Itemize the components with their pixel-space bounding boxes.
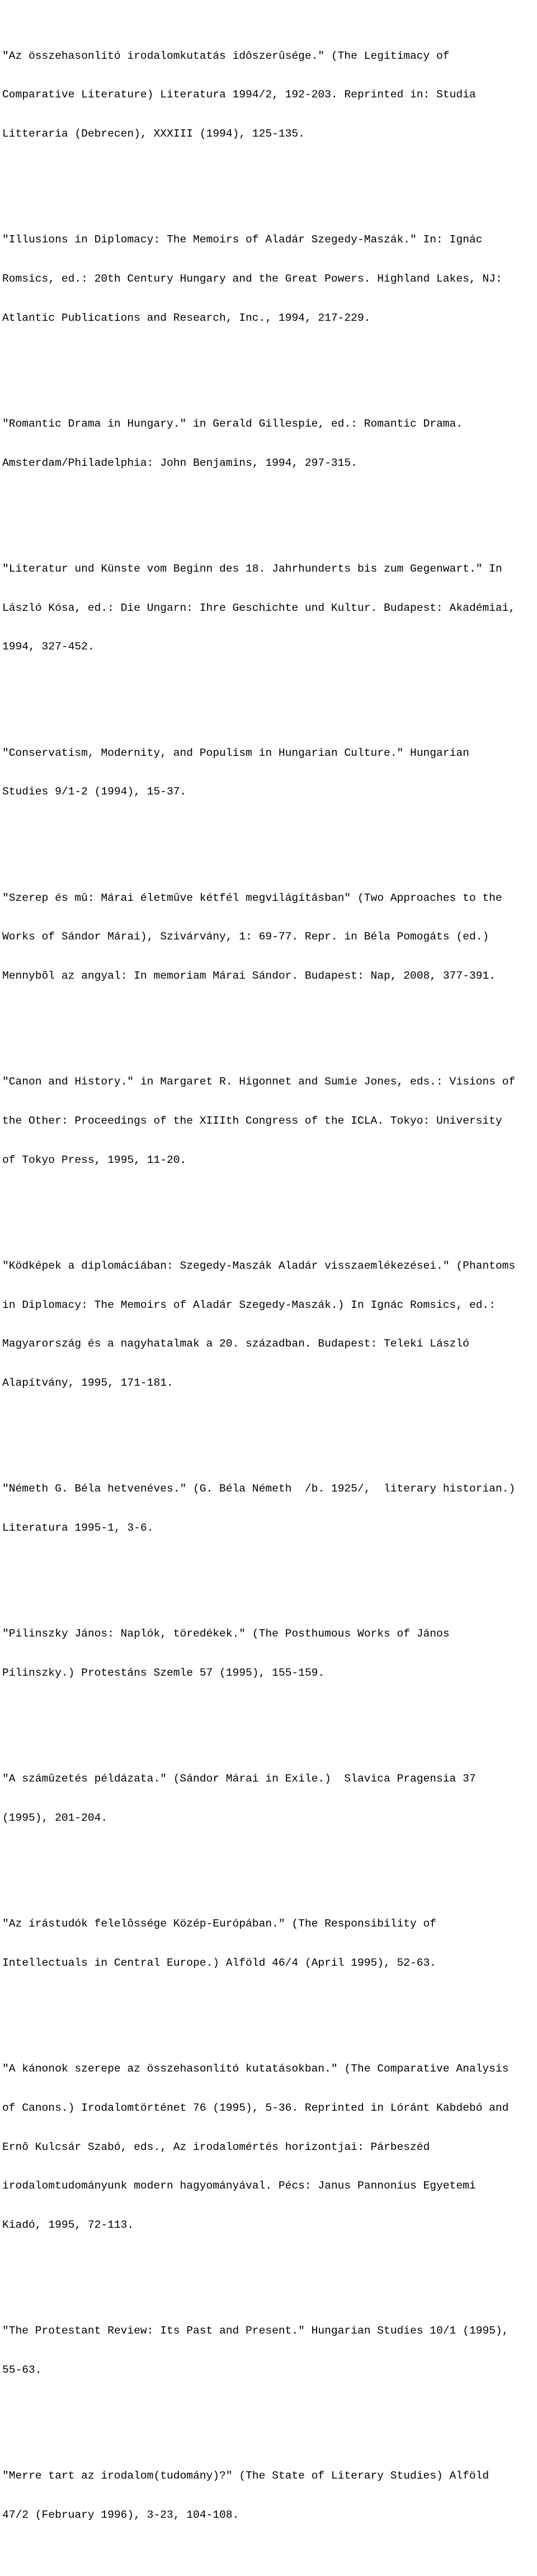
entry-line: irodalomtudományunk modern hagyományával. Pécs: Janus Pannonius Egyetemi xyxy=(2,2180,476,2192)
entry-line: "Canon and History." in Margaret R. Higonnet and Sumie Jones, eds.: Visions of xyxy=(2,1076,516,1088)
entry-line: "Pilinszky János: Naplók, töredékek." (The Posthumous Works of János xyxy=(2,1628,450,1640)
entry-line: "Németh G. Béla hetvenéves." (G. Béla Németh /b. 1925/, literary historian.) xyxy=(2,1483,516,1495)
entry-line: Kiadó, 1995, 72-113. xyxy=(2,2218,134,2231)
bibliography-entry xyxy=(2,1602,537,1706)
bibliography-entry xyxy=(2,208,537,350)
entry-line: Magyarország és a nagyhatalmak a 20. században. Budapest: Teleki László xyxy=(2,1338,469,1350)
entry-line: Literatura 1995-1, 3-6. xyxy=(2,1521,154,1534)
entry-line: "A kánonok szerepe az összehasonlító kutatásokban." (The Comparative Analysis xyxy=(2,2063,509,2075)
bibliography-entry xyxy=(2,2299,537,2403)
bibliography-entry xyxy=(2,2444,537,2548)
entry-line: "Ködképek a diplomáciában: Szegedy-Maszák Aladár visszaemlékezései." (Phantoms xyxy=(2,1260,516,1273)
entry-line: "A számûzetés példázata." (Sándor Márai in Exile.) Slavica Pragensia 37 xyxy=(2,1773,476,1785)
entry-line: Mennybõl az angyal: In memoriam Márai Sándor. Budapest: Nap, 2008, 377-391. xyxy=(2,970,496,983)
bibliography-entry xyxy=(2,1050,537,1193)
entry-line: "The Protestant Review: Its Past and Present." Hungarian Studies 10/1 (1995), xyxy=(2,2325,509,2337)
entry-line: of Canons.) Irodalomtörténet 76 (1995), 5-36. Reprinted in Lóránt Kabdebó and xyxy=(2,2102,509,2115)
entry-line: László Kósa, ed.: Die Ungarn: Ihre Geschichte und Kultur. Budapest: Akadémiai, xyxy=(2,601,516,614)
entry-line: "Az összehasonlító irodalomkutatás idôszerûsége." (The Legitimacy of xyxy=(2,49,450,62)
entry-line: 55-63. xyxy=(2,2363,42,2376)
bibliography-entry xyxy=(2,1457,537,1561)
entry-line: "Szerep és mû: Márai életmûve kétfél megvilágításban" (Two Approaches to the xyxy=(2,891,502,904)
bibliography-entry xyxy=(2,866,537,1008)
entry-line: Romsics, ed.: 20th Century Hungary and the Great Powers. Highland Lakes, NJ: xyxy=(2,273,502,286)
entry-line: "Romantic Drama in Hungary." in Gerald Gillespie, ed.: Romantic Drama. xyxy=(2,418,463,431)
entry-line: "Merre tart az irodalom(tudomány)?" (The State of Literary Studies) Alföld xyxy=(2,2470,489,2483)
entry-line: Pilinszky.) Protestáns Szemle 57 (1995), 155-159. xyxy=(2,1666,325,1679)
entry-line: "Literatur und Künste vom Beginn des 18. Jahrhunderts bis zum Gegenwart." In xyxy=(2,563,502,576)
entry-line: Alapítvány, 1995, 171-181. xyxy=(2,1376,173,1389)
bibliography-document xyxy=(2,0,537,2576)
entry-line: Litteraria (Debrecen), XXXIII (1994), 125-135. xyxy=(2,128,305,141)
entry-line: 47/2 (February 1996), 3-23, 104-108. xyxy=(2,2508,239,2521)
bibliography-entry xyxy=(2,1234,537,1416)
entry-line: "Illusions in Diplomacy: The Memoirs of Aladár Szegedy-Maszák." In: Ignác xyxy=(2,233,483,246)
entry-line: Atlantic Publications and Research, Inc., 1994, 217-229. xyxy=(2,311,371,324)
entry-line: "Az írástudók felelôssége Közép-Európában." (The Responsibility of xyxy=(2,1918,437,1930)
entry-line: of Tokyo Press, 1995, 11-20. xyxy=(2,1153,187,1166)
bibliography-entry xyxy=(2,392,537,496)
entry-line: Ernô Kulcsár Szabó, eds., Az irodalomértés horizontjai: Párbeszéd xyxy=(2,2140,430,2153)
bibliography-entry xyxy=(2,24,537,166)
entry-line: Comparative Literature) Literatura 1994/2, 192-203. Reprinted in: Studia xyxy=(2,88,476,101)
entry-line: Works of Sándor Márai), Szivárvány, 1: 69-77. Repr. in Béla Pomogáts (ed.) xyxy=(2,931,489,943)
bibliography-entry xyxy=(2,1747,537,1851)
bibliography-entry xyxy=(2,537,537,680)
entry-line: Amsterdam/Philadelphia: John Benjamins, 1994, 297-315. xyxy=(2,456,357,469)
entry-line: 1994, 327-452. xyxy=(2,641,95,653)
bibliography-entry xyxy=(2,721,537,825)
bibliography-entry xyxy=(2,2037,537,2257)
entry-line: Intellectuals in Central Europe.) Alföld 46/4 (April 1995), 52-63. xyxy=(2,1957,437,1970)
entry-line: (1995), 201-204. xyxy=(2,1812,108,1824)
entry-line: Studies 9/1-2 (1994), 15-37. xyxy=(2,786,187,798)
entry-line: "Conservatism, Modernity, and Populism in Hungarian Culture." Hungarian xyxy=(2,746,469,759)
entry-line: in Diplomacy: The Memoirs of Aladár Szegedy-Maszák.) In Ignác Romsics, ed.: xyxy=(2,1298,496,1311)
entry-line: the Other: Proceedings of the XIIIth Congress of the ICLA. Tokyo: University xyxy=(2,1115,502,1128)
bibliography-entry xyxy=(2,1892,537,1996)
